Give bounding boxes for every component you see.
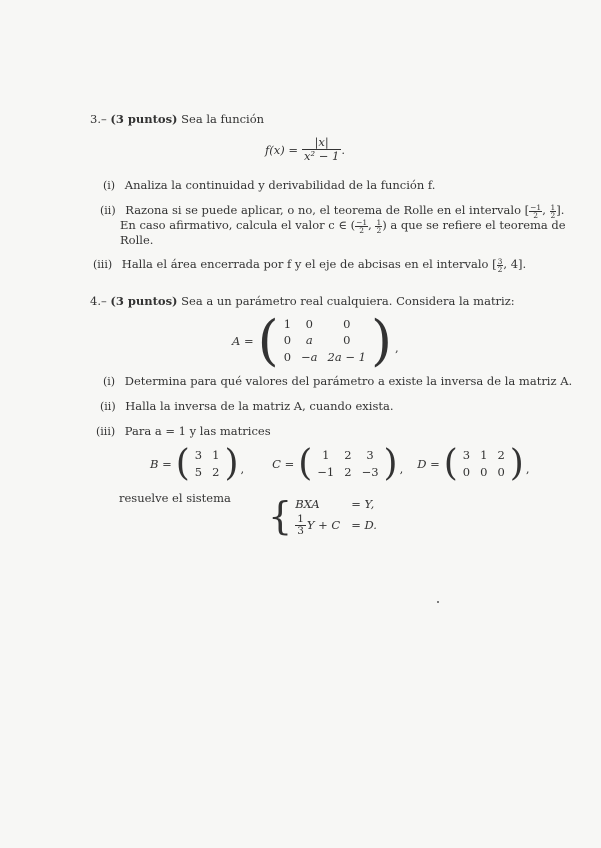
matrix-A — [257, 309, 393, 372]
equation-system — [268, 495, 377, 537]
left-paren: ( — [443, 443, 458, 484]
matrix-B — [175, 443, 239, 484]
matrix-B-table: 3 1 5 2 — [194, 448, 220, 479]
matrix-D-lhs: D = — [417, 457, 440, 471]
part-label: (ii) — [100, 204, 116, 217]
right-paren: ) — [509, 443, 524, 484]
right-paren: ) — [224, 443, 239, 484]
part-label: (iii) — [96, 425, 116, 438]
problem-3-part-ii — [100, 203, 564, 219]
part-label: (i) — [103, 179, 116, 192]
problem-4-part-ii — [100, 399, 393, 414]
function-fraction — [302, 136, 341, 163]
left-paren: ( — [298, 443, 313, 484]
problem-4-intro: Sea a un parámetro real cualquiera. Considera la matriz: — [181, 294, 515, 308]
left-paren: ( — [257, 309, 279, 372]
right-paren: ) — [370, 309, 393, 372]
problem-4-heading — [90, 294, 515, 308]
matrix-C — [298, 443, 398, 484]
part-text: Determina para qué valores del parámetro a existe la inversa de la matriz A. — [124, 374, 573, 388]
function-definition — [265, 136, 345, 163]
matrix-C-table: 1 2 3 −1 2 −3 — [317, 448, 379, 479]
part-label: (ii) — [100, 400, 116, 413]
left-brace: { — [268, 494, 293, 538]
problem-3-points: (3 puntos) — [110, 112, 178, 126]
problem-3-part-iii — [93, 257, 526, 273]
problem-3-number: 3.– — [90, 112, 107, 126]
problem-3-intro: Sea la función — [181, 112, 265, 126]
part-text: Halla el área encerrada por f y el eje de abcisas en el intervalo [ $\frac{3}{2}$ , 4]. — [121, 256, 527, 274]
matrix-D-table: 3 1 2 0 0 0 — [462, 448, 505, 479]
part-label: (iii) — [93, 258, 113, 271]
problem-3-heading — [90, 112, 264, 126]
function-numerator: |x| — [302, 136, 341, 150]
left-paren: ( — [175, 443, 190, 484]
matrix-A-table: 1 0 0 0 a 0 0 −a 2a − 1 — [283, 316, 366, 365]
part-label: (i) — [103, 375, 116, 388]
problem-3-part-i — [103, 178, 435, 193]
matrix-A-lhs: A = — [232, 334, 254, 348]
part-text: Halla la inversa de la matriz A, cuando exista. — [125, 399, 394, 413]
equation-2: $\frac{1}{3}$ Y + C = D. — [297, 512, 377, 537]
problem-4-part-i — [103, 374, 572, 389]
resuelve-text: resuelve el sistema — [119, 491, 231, 505]
function-lhs: f(x) = — [265, 142, 299, 157]
matrices-BCD: B = ( 3 1 5 2 ) , C = ( 1 2 3 −1 2 −3 ) , D = ( 3 1 2 0 0 0 ) , — [150, 443, 530, 484]
matrix-B-lhs: B = — [150, 457, 172, 471]
matrix-A-definition: A = ( 1 0 0 0 a 0 0 −a 2a − 1 ) , — [232, 309, 399, 372]
part-text: Para a = 1 y las matrices — [124, 424, 271, 438]
part-text: Analiza la continuidad y derivabilidad de la función f. — [124, 178, 436, 192]
matrix-C-lhs: C = — [272, 457, 295, 471]
problem-4-points: (3 puntos) — [110, 294, 178, 308]
scan-speck — [437, 601, 439, 603]
problem-4-part-iii — [96, 424, 271, 439]
right-paren: ) — [383, 443, 398, 484]
matrix-D — [443, 443, 524, 484]
part-text-line1: Razona si se puede aplicar, o no, el teorema de Rolle en el intervalo [ $\frac{-1}{2}$ , $\frac{1}{2}$ ]. — [125, 202, 565, 220]
function-denominator: x² − 1 — [304, 149, 340, 163]
system-equations — [295, 495, 377, 537]
problem-3-part-ii-line2: En caso afirmativo, calcula el valor c ∈ ( $\frac{-1}{2}$ , $\frac{1}{2}$ ) a que se refiere el teorema de — [120, 217, 566, 235]
problem-3-part-ii-line3: Rolle. — [120, 233, 154, 247]
problem-4-number: 4.– — [90, 294, 107, 308]
function-end: . — [341, 142, 346, 157]
equation-1: BXA = Y, — [295, 497, 375, 511]
